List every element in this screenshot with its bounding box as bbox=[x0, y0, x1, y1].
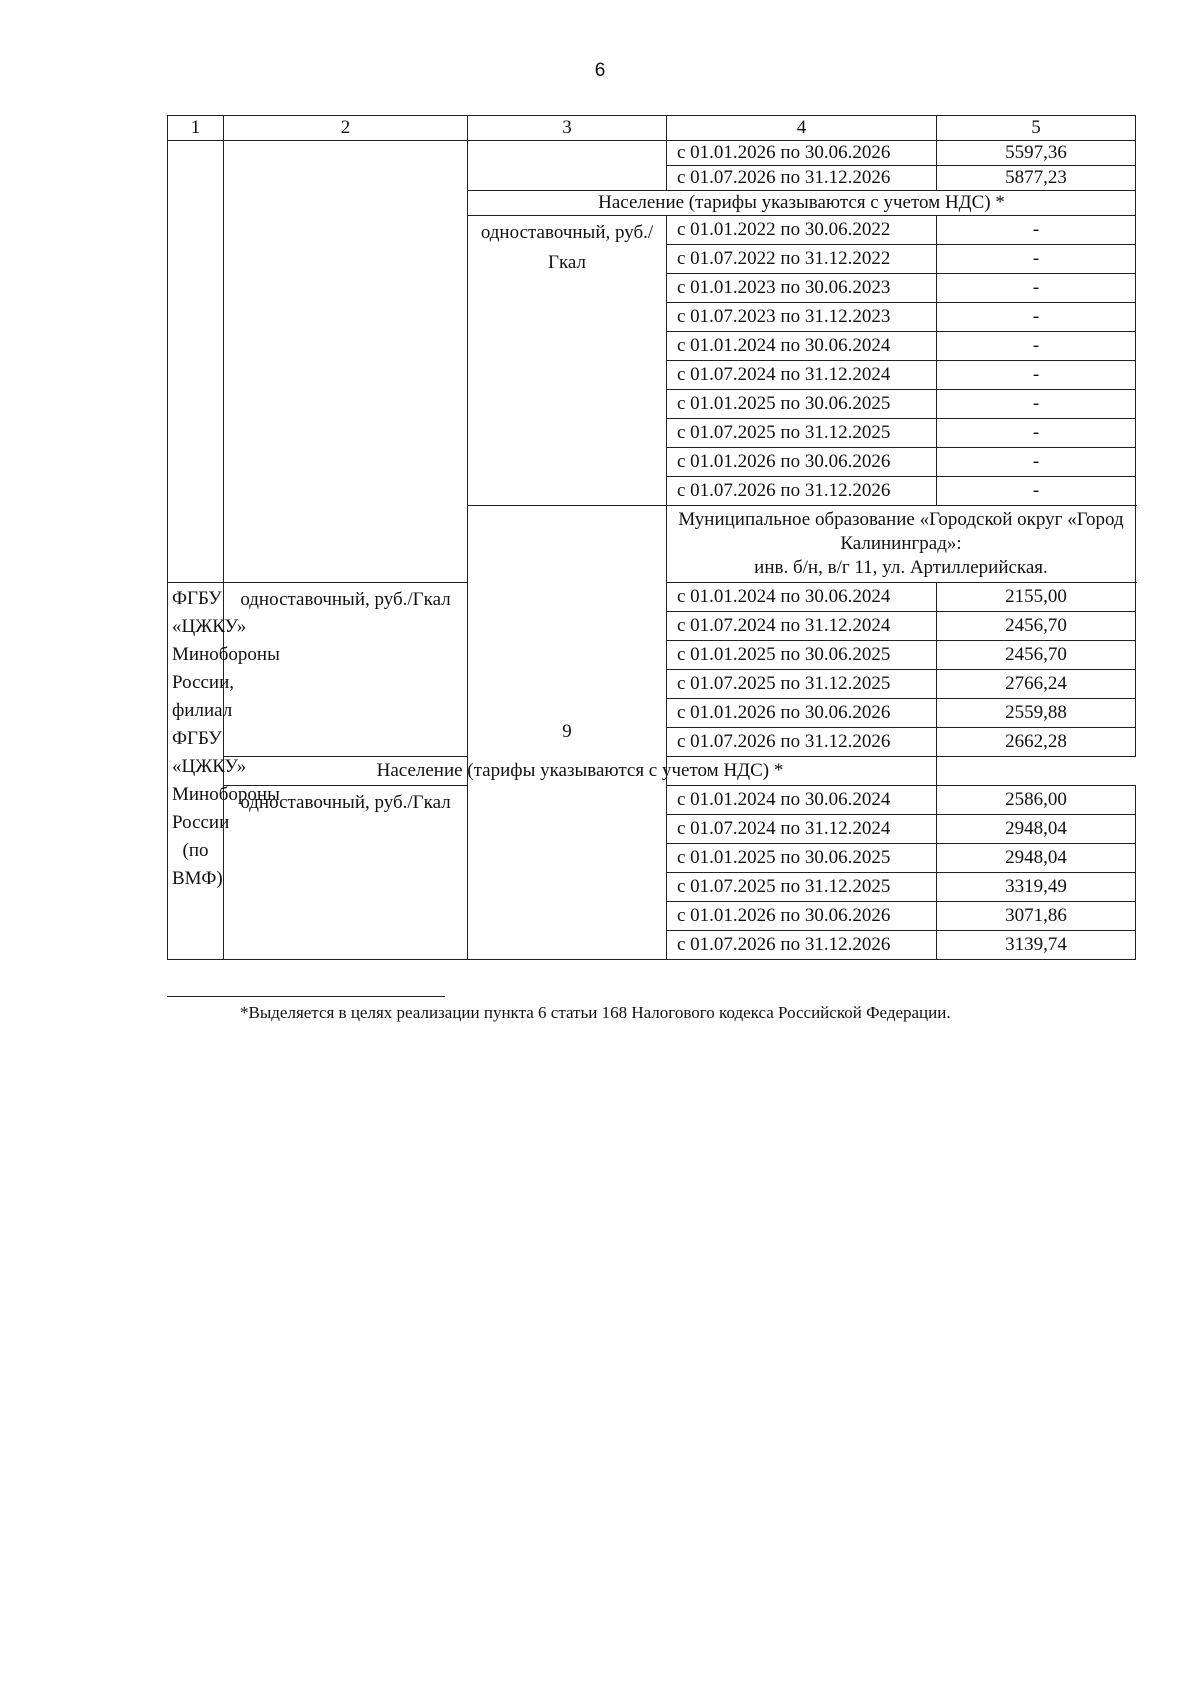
value-cell: 5597,36 bbox=[937, 141, 1136, 166]
population-header-row bbox=[168, 757, 1136, 786]
period-cell: с 01.01.2024 по 30.06.2024 bbox=[667, 332, 937, 361]
value-cell: 2456,70 bbox=[937, 612, 1136, 641]
cont-org-cell bbox=[224, 141, 468, 583]
period-cell: с 01.01.2024 по 30.06.2024 bbox=[667, 786, 937, 815]
period-cell: с 01.01.2023 по 30.06.2023 bbox=[667, 274, 937, 303]
value-cell: - bbox=[937, 216, 1136, 245]
page-number: 6 bbox=[594, 60, 606, 81]
rate-type-cell: одноставочный, руб./Гкал bbox=[468, 216, 667, 506]
organization-cell: ФГБУ «ЦЖКУ» Минобороны России, филиал ФГБУ «ЦЖКУ» Минобороны России (по ВМФ) bbox=[168, 583, 224, 960]
period-cell: с 01.07.2022 по 31.12.2022 bbox=[667, 245, 937, 274]
value-cell: 2662,28 bbox=[937, 728, 1136, 757]
rate-type-cell: одноставочный, руб./Гкал bbox=[224, 583, 468, 757]
column-header: 1 bbox=[168, 116, 224, 141]
period-cell: с 01.01.2025 по 30.06.2025 bbox=[667, 844, 937, 873]
column-header: 5 bbox=[937, 116, 1136, 141]
period-cell: с 01.01.2024 по 30.06.2024 bbox=[667, 583, 937, 612]
value-cell: - bbox=[937, 419, 1136, 448]
value-cell: - bbox=[937, 477, 1136, 506]
header-row bbox=[168, 116, 1136, 141]
period-cell: с 01.07.2025 по 31.12.2025 bbox=[667, 670, 937, 699]
value-cell: 2948,04 bbox=[937, 815, 1136, 844]
period-cell: с 01.07.2026 по 31.12.2026 bbox=[667, 931, 937, 960]
value-cell: 2586,00 bbox=[937, 786, 1136, 815]
row-number: 9 bbox=[468, 506, 667, 960]
rate-type-cell: одноставочный, руб./Гкал bbox=[224, 786, 468, 960]
column-header: 2 bbox=[224, 116, 468, 141]
value-cell: - bbox=[937, 448, 1136, 477]
period-cell: с 01.01.2026 по 30.06.2026 bbox=[667, 141, 937, 166]
population-label: Население (тарифы указываются с учетом НДС) * bbox=[224, 757, 937, 786]
period-cell: с 01.07.2025 по 31.12.2025 bbox=[667, 873, 937, 902]
cont-type-cell bbox=[468, 141, 667, 191]
value-cell: - bbox=[937, 274, 1136, 303]
value-cell: 2766,24 bbox=[937, 670, 1136, 699]
period-cell: с 01.01.2026 по 30.06.2026 bbox=[667, 699, 937, 728]
value-cell: 3071,86 bbox=[937, 902, 1136, 931]
value-cell: 2948,04 bbox=[937, 844, 1136, 873]
value-cell: - bbox=[937, 303, 1136, 332]
value-cell: 2155,00 bbox=[937, 583, 1136, 612]
footnote-divider bbox=[167, 996, 445, 997]
municipality-address: инв. б/н, в/г 11, ул. Артиллерийская. bbox=[754, 557, 1048, 578]
period-cell: с 01.07.2026 по 31.12.2026 bbox=[667, 728, 937, 757]
table-row bbox=[168, 141, 1136, 166]
value-cell: - bbox=[937, 332, 1136, 361]
value-cell: - bbox=[937, 361, 1136, 390]
value-cell: - bbox=[937, 245, 1136, 274]
municipality-cell bbox=[667, 506, 1136, 583]
footnote: *Выделяется в целях реализации пункта 6 статьи 168 Налогового кодекса Российской Федерации. bbox=[240, 1003, 951, 1022]
value-cell: - bbox=[937, 390, 1136, 419]
value-cell: 2559,88 bbox=[937, 699, 1136, 728]
period-cell: с 01.07.2024 по 31.12.2024 bbox=[667, 361, 937, 390]
period-cell: с 01.07.2025 по 31.12.2025 bbox=[667, 419, 937, 448]
value-cell: 2456,70 bbox=[937, 641, 1136, 670]
municipality-line: Муниципальное образование «Городской округ «Город Калининград»: bbox=[678, 509, 1124, 554]
period-cell: с 01.07.2026 по 31.12.2026 bbox=[667, 166, 937, 191]
cont-num-cell bbox=[168, 141, 224, 583]
period-cell: с 01.01.2025 по 30.06.2025 bbox=[667, 641, 937, 670]
period-cell: с 01.01.2025 по 30.06.2025 bbox=[667, 390, 937, 419]
population-label: Население (тарифы указываются с учетом НДС) * bbox=[468, 191, 1136, 216]
period-cell: с 01.01.2022 по 30.06.2022 bbox=[667, 216, 937, 245]
column-header: 3 bbox=[468, 116, 667, 141]
tariff-table bbox=[167, 115, 1136, 960]
column-header: 4 bbox=[667, 116, 937, 141]
value-cell: 3319,49 bbox=[937, 873, 1136, 902]
value-cell: 5877,23 bbox=[937, 166, 1136, 191]
period-cell: с 01.07.2026 по 31.12.2026 bbox=[667, 477, 937, 506]
period-cell: с 01.07.2023 по 31.12.2023 bbox=[667, 303, 937, 332]
period-cell: с 01.01.2026 по 30.06.2026 bbox=[667, 448, 937, 477]
period-cell: с 01.07.2024 по 31.12.2024 bbox=[667, 612, 937, 641]
period-cell: с 01.01.2026 по 30.06.2026 bbox=[667, 902, 937, 931]
period-cell: с 01.07.2024 по 31.12.2024 bbox=[667, 815, 937, 844]
value-cell: 3139,74 bbox=[937, 931, 1136, 960]
